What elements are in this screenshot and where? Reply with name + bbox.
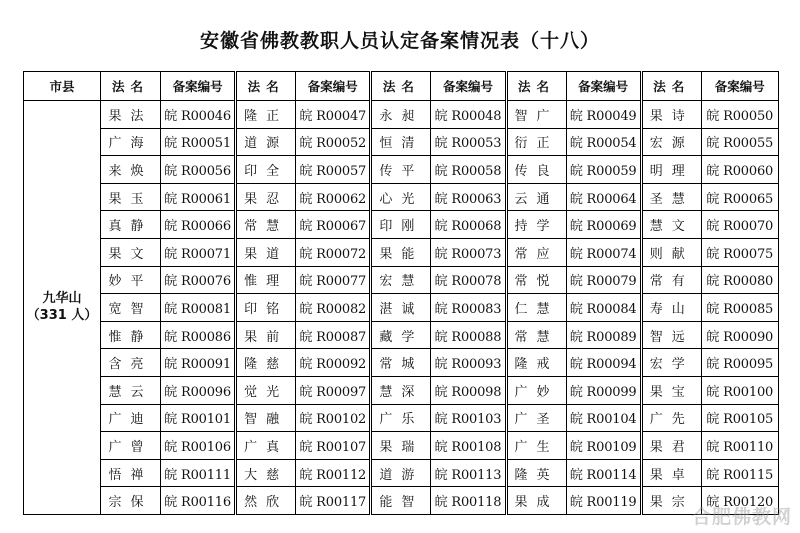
record-number: 皖 R00074 [566,238,641,266]
record-number: 皖 R00073 [431,238,506,266]
dharma-name: 智广 [506,101,566,129]
record-number: 皖 R00059 [566,156,641,184]
table-row [24,238,779,266]
header-code: 备案编号 [296,72,371,101]
table-row [24,294,779,322]
record-number: 皖 R00100 [701,376,778,404]
city-name: 九华山 [42,291,82,307]
table-row [24,376,779,404]
record-number: 皖 R00075 [701,238,778,266]
record-number: 皖 R00056 [161,156,236,184]
dharma-name: 隆戒 [506,349,566,377]
record-number: 皖 R00105 [701,404,778,432]
record-number: 皖 R00067 [296,211,371,239]
dharma-name: 常慧 [506,321,566,349]
record-number: 皖 R00065 [701,183,778,211]
header-name: 法名 [506,72,566,101]
table-row [24,211,779,239]
record-number: 皖 R00072 [296,238,371,266]
dharma-name: 果能 [371,238,431,266]
record-number: 皖 R00076 [161,266,236,294]
dharma-name: 隆慈 [236,349,296,377]
record-number: 皖 R00107 [296,432,371,460]
dharma-name: 果君 [641,432,701,460]
dharma-name: 印刚 [371,211,431,239]
record-number: 皖 R00057 [296,156,371,184]
record-number: 皖 R00099 [566,376,641,404]
dharma-name: 真静 [101,211,161,239]
dharma-name: 宏慧 [371,266,431,294]
record-number: 皖 R00117 [296,487,371,515]
record-number: 皖 R00115 [701,459,778,487]
record-number: 皖 R00120 [701,487,778,515]
table-row [24,128,779,156]
dharma-name: 持学 [506,211,566,239]
table-row [24,156,779,184]
dharma-name: 广迪 [101,404,161,432]
dharma-name: 隆英 [506,459,566,487]
record-number: 皖 R00092 [296,349,371,377]
record-number: 皖 R00085 [701,294,778,322]
record-number: 皖 R00052 [296,128,371,156]
dharma-name: 宏源 [641,128,701,156]
record-number: 皖 R00058 [431,156,506,184]
dharma-name: 慧深 [371,376,431,404]
record-number: 皖 R00080 [701,266,778,294]
record-number: 皖 R00082 [296,294,371,322]
dharma-name: 传良 [506,156,566,184]
table-row [24,101,779,129]
dharma-name: 果卓 [641,459,701,487]
dharma-name: 慧云 [101,376,161,404]
record-number: 皖 R00091 [161,349,236,377]
dharma-name: 能智 [371,487,431,515]
registry-table [23,71,779,515]
dharma-name: 慧文 [641,211,701,239]
dharma-name: 广真 [236,432,296,460]
record-number: 皖 R00049 [566,101,641,129]
dharma-name: 大慈 [236,459,296,487]
dharma-name: 明理 [641,156,701,184]
dharma-name: 传平 [371,156,431,184]
dharma-name: 果成 [506,487,566,515]
record-number: 皖 R00048 [431,101,506,129]
header-code: 备案编号 [161,72,236,101]
dharma-name: 心光 [371,183,431,211]
dharma-name: 智融 [236,404,296,432]
dharma-name: 寿山 [641,294,701,322]
dharma-name: 果法 [101,101,161,129]
dharma-name: 惟静 [101,321,161,349]
dharma-name: 果瑞 [371,432,431,460]
dharma-name: 云通 [506,183,566,211]
dharma-name: 常应 [506,238,566,266]
record-number: 皖 R00118 [431,487,506,515]
record-number: 皖 R00103 [431,404,506,432]
dharma-name: 然欣 [236,487,296,515]
record-number: 皖 R00055 [701,128,778,156]
dharma-name: 常慧 [236,211,296,239]
record-number: 皖 R00063 [431,183,506,211]
record-number: 皖 R00062 [296,183,371,211]
city-count: （331 人） [26,308,98,324]
record-number: 皖 R00088 [431,321,506,349]
record-number: 皖 R00094 [566,349,641,377]
header-name: 法名 [371,72,431,101]
dharma-name: 果宝 [641,376,701,404]
dharma-name: 果文 [101,238,161,266]
record-number: 皖 R00077 [296,266,371,294]
record-number: 皖 R00098 [431,376,506,404]
record-number: 皖 R00119 [566,487,641,515]
dharma-name: 广海 [101,128,161,156]
dharma-name: 印铭 [236,294,296,322]
record-number: 皖 R00061 [161,183,236,211]
header-code: 备案编号 [701,72,778,101]
dharma-name: 广妙 [506,376,566,404]
dharma-name: 隆正 [236,101,296,129]
dharma-name: 果前 [236,321,296,349]
record-number: 皖 R00051 [161,128,236,156]
record-number: 皖 R00083 [431,294,506,322]
header-name: 法名 [236,72,296,101]
dharma-name: 宗保 [101,487,161,515]
record-number: 皖 R00047 [296,101,371,129]
record-number: 皖 R00102 [296,404,371,432]
dharma-name: 含亮 [101,349,161,377]
header-code: 备案编号 [431,72,506,101]
record-number: 皖 R00054 [566,128,641,156]
record-number: 皖 R00114 [566,459,641,487]
record-number: 皖 R00113 [431,459,506,487]
header-code: 备案编号 [566,72,641,101]
dharma-name: 湛诚 [371,294,431,322]
record-number: 皖 R00069 [566,211,641,239]
watermark: 合肥佛教网 [691,506,792,528]
dharma-name: 圣慧 [641,183,701,211]
record-number: 皖 R00087 [296,321,371,349]
dharma-name: 果宗 [641,487,701,515]
dharma-name: 道游 [371,459,431,487]
record-number: 皖 R00089 [566,321,641,349]
dharma-name: 觉光 [236,376,296,404]
record-number: 皖 R00079 [566,266,641,294]
record-number: 皖 R00097 [296,376,371,404]
header-name: 法名 [101,72,161,101]
dharma-name: 果忍 [236,183,296,211]
dharma-name: 印全 [236,156,296,184]
record-number: 皖 R00050 [701,101,778,129]
table-row [24,459,779,487]
dharma-name: 宽智 [101,294,161,322]
record-number: 皖 R00101 [161,404,236,432]
table-row [24,183,779,211]
record-number: 皖 R00090 [701,321,778,349]
header-city: 市县 [24,72,101,101]
dharma-name: 广乐 [371,404,431,432]
record-number: 皖 R00104 [566,404,641,432]
dharma-name: 则献 [641,238,701,266]
record-number: 皖 R00116 [161,487,236,515]
table-row [24,321,779,349]
dharma-name: 仁慧 [506,294,566,322]
table-body [24,101,779,515]
record-number: 皖 R00064 [566,183,641,211]
record-number: 皖 R00070 [701,211,778,239]
dharma-name: 常有 [641,266,701,294]
record-number: 皖 R00046 [161,101,236,129]
dharma-name: 道源 [236,128,296,156]
dharma-name: 广先 [641,404,701,432]
table-row [24,487,779,515]
record-number: 皖 R00106 [161,432,236,460]
dharma-name: 衍正 [506,128,566,156]
header-name: 法名 [641,72,701,101]
record-number: 皖 R00078 [431,266,506,294]
dharma-name: 恒清 [371,128,431,156]
dharma-name: 广曾 [101,432,161,460]
dharma-name: 藏学 [371,321,431,349]
header-row [24,72,779,101]
record-number: 皖 R00096 [161,376,236,404]
table-row [24,432,779,460]
dharma-name: 惟理 [236,266,296,294]
record-number: 皖 R00060 [701,156,778,184]
dharma-name: 广生 [506,432,566,460]
record-number: 皖 R00066 [161,211,236,239]
dharma-name: 宏学 [641,349,701,377]
page-title: 安徽省佛教教职人员认定备案情况表（十八） [199,30,600,52]
record-number: 皖 R00081 [161,294,236,322]
record-number: 皖 R00053 [431,128,506,156]
city-cell [24,101,101,515]
dharma-name: 常悦 [506,266,566,294]
dharma-name: 妙平 [101,266,161,294]
record-number: 皖 R00084 [566,294,641,322]
dharma-name: 悟禅 [101,459,161,487]
dharma-name: 常城 [371,349,431,377]
table-row [24,349,779,377]
record-number: 皖 R00093 [431,349,506,377]
table-row [24,404,779,432]
dharma-name: 永昶 [371,101,431,129]
record-number: 皖 R00109 [566,432,641,460]
record-number: 皖 R00111 [161,459,236,487]
record-number: 皖 R00095 [701,349,778,377]
record-number: 皖 R00112 [296,459,371,487]
table-row [24,266,779,294]
record-number: 皖 R00068 [431,211,506,239]
dharma-name: 果玉 [101,183,161,211]
record-number: 皖 R00110 [701,432,778,460]
dharma-name: 智远 [641,321,701,349]
dharma-name: 来焕 [101,156,161,184]
record-number: 皖 R00071 [161,238,236,266]
dharma-name: 广圣 [506,404,566,432]
dharma-name: 果诗 [641,101,701,129]
dharma-name: 果道 [236,238,296,266]
record-number: 皖 R00108 [431,432,506,460]
record-number: 皖 R00086 [161,321,236,349]
